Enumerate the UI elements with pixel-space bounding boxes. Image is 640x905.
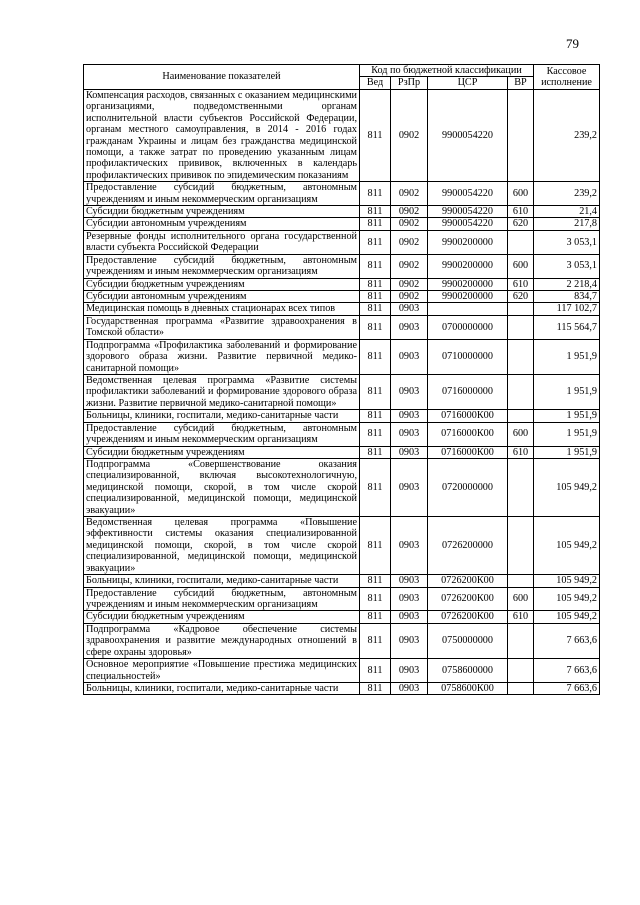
row-name: Субсидии автономным учреждениям [84, 291, 360, 303]
row-csr: 0710000000 [428, 339, 508, 374]
row-ved: 811 [360, 587, 391, 611]
row-name: Субсидии бюджетным учреждениям [84, 278, 360, 290]
table-row [84, 575, 600, 587]
table-row [84, 410, 600, 422]
row-amount: 2 218,4 [534, 278, 600, 290]
row-rzpr: 0902 [391, 206, 428, 218]
row-amount: 105 949,2 [534, 458, 600, 516]
header-vr: ВР [508, 77, 534, 89]
row-amount: 3 053,1 [534, 230, 600, 254]
table-row [84, 682, 600, 694]
row-ved: 811 [360, 254, 391, 278]
row-name: Предоставление субсидий бюджетным, автономным учреждениям и иным некоммерческим организациям [84, 422, 360, 446]
row-rzpr: 0903 [391, 374, 428, 409]
row-ved: 811 [360, 230, 391, 254]
row-amount: 239,2 [534, 89, 600, 181]
table-row [84, 89, 600, 181]
row-rzpr: 0903 [391, 575, 428, 587]
row-vr [508, 659, 534, 683]
table-row [84, 303, 600, 315]
header-amount: Кассовое исполнение [534, 65, 600, 90]
row-vr: 610 [508, 278, 534, 290]
row-amount: 1 951,9 [534, 410, 600, 422]
table-row [84, 659, 600, 683]
row-vr [508, 339, 534, 374]
row-name: Предоставление субсидий бюджетным, автономным учреждениям и иным некоммерческим организациям [84, 587, 360, 611]
row-amount: 1 951,9 [534, 422, 600, 446]
table-row [84, 446, 600, 458]
table-header [84, 65, 600, 90]
row-rzpr: 0903 [391, 659, 428, 683]
row-ved: 811 [360, 218, 391, 230]
table-row [84, 458, 600, 516]
row-vr [508, 315, 534, 339]
row-csr: 0716000К00 [428, 422, 508, 446]
row-name: Ведомственная целевая программа «Развитие системы профилактики заболеваний и формирование здорового образа жизни. Развитие первичной медико-санитарной помощи» [84, 374, 360, 409]
row-ved: 811 [360, 623, 391, 658]
row-amount: 117 102,7 [534, 303, 600, 315]
row-amount: 1 951,9 [534, 446, 600, 458]
row-ved: 811 [360, 374, 391, 409]
row-ved: 811 [360, 339, 391, 374]
row-ved: 811 [360, 278, 391, 290]
row-rzpr: 0902 [391, 218, 428, 230]
row-csr: 0716000К00 [428, 410, 508, 422]
table-row [84, 278, 600, 290]
row-ved: 811 [360, 206, 391, 218]
table-body [84, 89, 600, 695]
row-csr: 9900200000 [428, 291, 508, 303]
row-name: Государственная программа «Развитие здравоохранения в Томской области» [84, 315, 360, 339]
row-rzpr: 0903 [391, 339, 428, 374]
table-row [84, 587, 600, 611]
row-name: Больницы, клиники, госпитали, медико-санитарные части [84, 575, 360, 587]
row-csr: 0726200К00 [428, 575, 508, 587]
row-rzpr: 0902 [391, 182, 428, 206]
row-vr: 600 [508, 182, 534, 206]
row-amount: 105 949,2 [534, 517, 600, 575]
row-vr [508, 410, 534, 422]
table-row [84, 315, 600, 339]
budget-execution-table [83, 64, 600, 695]
header-ved: Вед [360, 77, 391, 89]
row-ved: 811 [360, 291, 391, 303]
table-row [84, 623, 600, 658]
row-rzpr: 0903 [391, 517, 428, 575]
row-rzpr: 0902 [391, 278, 428, 290]
table-row [84, 374, 600, 409]
row-ved: 811 [360, 410, 391, 422]
row-amount: 834,7 [534, 291, 600, 303]
table-row [84, 291, 600, 303]
row-csr: 0750000000 [428, 623, 508, 658]
table-row [84, 422, 600, 446]
table-row [84, 517, 600, 575]
table-row [84, 218, 600, 230]
row-rzpr: 0903 [391, 303, 428, 315]
row-amount: 7 663,6 [534, 659, 600, 683]
row-rzpr: 0903 [391, 315, 428, 339]
row-ved: 811 [360, 517, 391, 575]
row-vr: 600 [508, 254, 534, 278]
row-vr [508, 458, 534, 516]
row-ved: 811 [360, 89, 391, 181]
row-amount: 239,2 [534, 182, 600, 206]
row-csr: 0726200К00 [428, 611, 508, 623]
row-ved: 811 [360, 458, 391, 516]
row-ved: 811 [360, 446, 391, 458]
header-rzpr: РзПр [391, 77, 428, 89]
row-csr: 0716000000 [428, 374, 508, 409]
page-number: 79 [566, 36, 579, 51]
row-amount: 105 949,2 [534, 611, 600, 623]
row-csr: 0758600К00 [428, 682, 508, 694]
row-vr [508, 374, 534, 409]
row-ved: 811 [360, 182, 391, 206]
row-rzpr: 0903 [391, 587, 428, 611]
row-ved: 811 [360, 575, 391, 587]
row-name: Подпрограмма «Профилактика заболеваний и формирование здорового образа жизни. Развитие первичной медико-санитарной помощи» [84, 339, 360, 374]
row-csr [428, 303, 508, 315]
row-amount: 1 951,9 [534, 374, 600, 409]
row-rzpr: 0903 [391, 623, 428, 658]
row-csr: 9900054220 [428, 182, 508, 206]
row-csr: 9900054220 [428, 89, 508, 181]
header-csr: ЦСР [428, 77, 508, 89]
table-row [84, 230, 600, 254]
row-csr: 0758600000 [428, 659, 508, 683]
row-rzpr: 0903 [391, 458, 428, 516]
row-vr [508, 89, 534, 181]
row-ved: 811 [360, 315, 391, 339]
table-row [84, 182, 600, 206]
row-vr [508, 517, 534, 575]
row-name: Субсидии бюджетным учреждениям [84, 611, 360, 623]
row-vr: 620 [508, 218, 534, 230]
header-code-group: Код по бюджетной классификации [360, 65, 534, 77]
table-row [84, 611, 600, 623]
row-vr [508, 682, 534, 694]
row-vr [508, 230, 534, 254]
row-amount: 3 053,1 [534, 254, 600, 278]
row-name: Субсидии бюджетным учреждениям [84, 206, 360, 218]
row-csr: 9900200000 [428, 230, 508, 254]
row-amount: 21,4 [534, 206, 600, 218]
row-name: Ведомственная целевая программа «Повышение эффективности системы оказания специализированной медицинской помощи, скорой, в том числе скорой специализированной, медицинской помощи, медицинской эвакуации» [84, 517, 360, 575]
row-amount: 7 663,6 [534, 623, 600, 658]
row-vr: 610 [508, 206, 534, 218]
row-ved: 811 [360, 682, 391, 694]
row-name: Подпрограмма «Кадровое обеспечение системы здравоохранения и развитие международных отношений в сфере охраны здоровья» [84, 623, 360, 658]
row-csr: 0726200К00 [428, 587, 508, 611]
row-rzpr: 0902 [391, 254, 428, 278]
row-rzpr: 0902 [391, 89, 428, 181]
row-vr: 600 [508, 587, 534, 611]
row-vr: 600 [508, 422, 534, 446]
row-name: Резервные фонды исполнительного органа государственной власти субъекта Российской Федерации [84, 230, 360, 254]
row-ved: 811 [360, 659, 391, 683]
row-vr [508, 575, 534, 587]
row-rzpr: 0902 [391, 230, 428, 254]
row-csr: 0716000К00 [428, 446, 508, 458]
row-ved: 811 [360, 303, 391, 315]
row-amount: 105 949,2 [534, 575, 600, 587]
row-rzpr: 0902 [391, 291, 428, 303]
row-name: Предоставление субсидий бюджетным, автономным учреждениям и иным некоммерческим организациям [84, 254, 360, 278]
row-ved: 811 [360, 422, 391, 446]
row-csr: 0700000000 [428, 315, 508, 339]
table-row [84, 254, 600, 278]
row-amount: 105 949,2 [534, 587, 600, 611]
row-name: Предоставление субсидий бюджетным, автономным учреждениям и иным некоммерческим организациям [84, 182, 360, 206]
row-name: Компенсация расходов, связанных с оказанием медицинскими организациями, подведомственными органам исполнительной власти субъектов Российской Федерации, органам местного самоуправления, в 2014 - 2016 годах гражданам Украины и лицам без гражданства медицинской помощи, а также затрат по проведению указанным лицам профилактических прививок, включенных в календарь профилактических прививок по эпидемическим показаниям [84, 89, 360, 181]
row-name: Подпрограмма «Совершенствование оказания специализированной, включая высокотехнологичную, медицинской помощи, скорой, в том числе скорой специализированной, медицинской помощи, медицинской эвакуации» [84, 458, 360, 516]
row-csr: 0726200000 [428, 517, 508, 575]
row-vr [508, 303, 534, 315]
row-name: Субсидии бюджетным учреждениям [84, 446, 360, 458]
row-amount: 115 564,7 [534, 315, 600, 339]
row-name: Основное мероприятие «Повышение престижа медицинских специальностей» [84, 659, 360, 683]
row-csr: 9900054220 [428, 206, 508, 218]
row-csr: 9900200000 [428, 278, 508, 290]
row-rzpr: 0903 [391, 422, 428, 446]
row-name: Больницы, клиники, госпитали, медико-санитарные части [84, 682, 360, 694]
row-rzpr: 0903 [391, 611, 428, 623]
row-vr: 620 [508, 291, 534, 303]
row-ved: 811 [360, 611, 391, 623]
row-vr [508, 623, 534, 658]
row-vr: 610 [508, 611, 534, 623]
table-row [84, 339, 600, 374]
row-amount: 1 951,9 [534, 339, 600, 374]
row-amount: 7 663,6 [534, 682, 600, 694]
row-name: Медицинская помощь в дневных стационарах всех типов [84, 303, 360, 315]
row-name: Субсидии автономным учреждениям [84, 218, 360, 230]
header-name: Наименование показателей [84, 65, 360, 90]
row-rzpr: 0903 [391, 446, 428, 458]
row-rzpr: 0903 [391, 682, 428, 694]
row-csr: 0720000000 [428, 458, 508, 516]
table-row [84, 206, 600, 218]
row-name: Больницы, клиники, госпитали, медико-санитарные части [84, 410, 360, 422]
row-vr: 610 [508, 446, 534, 458]
row-csr: 9900200000 [428, 254, 508, 278]
row-csr: 9900054220 [428, 218, 508, 230]
row-amount: 217,8 [534, 218, 600, 230]
row-rzpr: 0903 [391, 410, 428, 422]
